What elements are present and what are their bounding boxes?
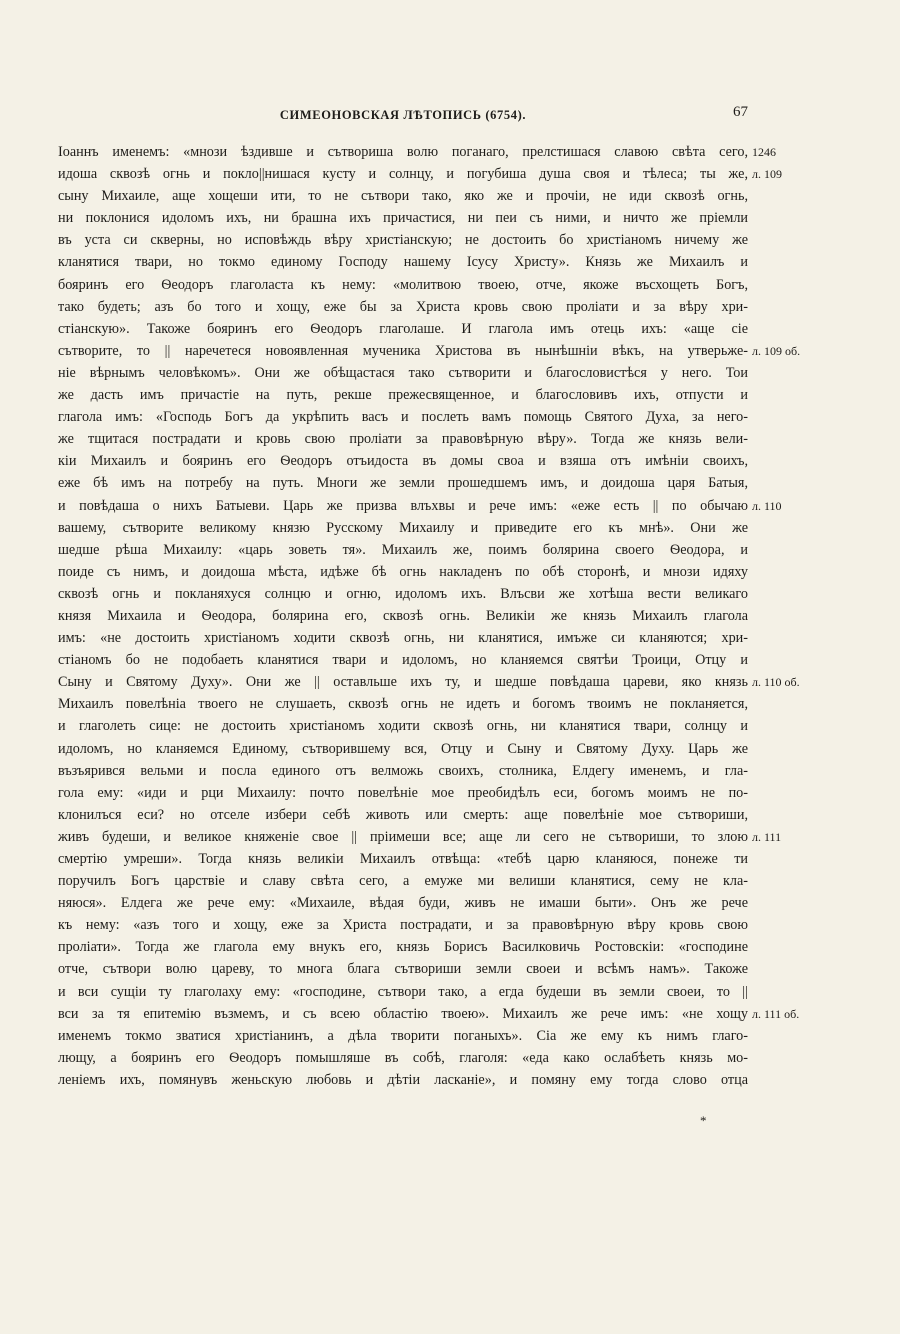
text-line: живъ будеши, и великое княженіе свое || пріимеши все; аще ли сего не сътвориши, то злою — [58, 828, 748, 845]
margin-note: л. 109 об. — [752, 343, 801, 358]
running-title: СИМЕОНОВСКАЯ ЛѢТОПИСЬ (6754). — [279, 108, 527, 122]
margin-note: л. 111 об. — [752, 1006, 800, 1021]
text-line: бояринъ его Ѳеодоръ глаголаста къ нему: «молитвою твоею, отче, якоже въсхощеть Богъ, — [58, 276, 748, 293]
text-line: Іоаннъ именемъ: «мнози ѣздивше и сътвориша волю поганаго, прелстишася славою свѣта сего, — [58, 144, 748, 160]
text-line: клонилъся еси? но отселе избери себѣ животь или смерть: аще повелѣніе мое сътвориши, — [58, 806, 748, 823]
text-line: отче, сътвори волю цареву, то многа блага сътвориши земли своеи и всѣмъ намъ». Такоже — [58, 961, 748, 978]
text-line: гола ему: «иди и рци Михаилу: почто повелѣніе мое преобидѣлъ еси, богомъ моимъ не по- — [58, 784, 748, 801]
text-line: кланятися твари, но токмо единому Господу нашему Ісусу Христу». Князь же Михаилъ и — [58, 254, 748, 271]
footnote-mark: * — [700, 1113, 707, 1128]
text-line: шедше рѣша Михаилу: «царь зоветь тя». Михаилъ же, поимъ болярина своего Ѳеодора, и — [58, 541, 748, 558]
text-line: лющу, а бояринъ его Ѳеодоръ помышляше въ собѣ, глаголя: «еда како ослабѣеть князь мо- — [58, 1049, 748, 1066]
text-line: идоломъ, но кланяемся Единому, сътворившему вся, Отцу и Сыну и Святому Духу. Царь же — [58, 740, 748, 757]
margin-note: 1246 — [752, 145, 776, 159]
page-number: 67 — [733, 104, 748, 120]
text-line: и глаголеть сице: не достоить христіаномъ ходити сквозѣ огнь, ни кланятися твари, солнцу и — [58, 718, 748, 735]
text-line: ни поклонися идоломъ ихъ, ни брашна ихъ причастися, ни пеи съ ними, и ничто же пріемли — [58, 210, 748, 227]
text-line: леніемъ ихъ, помянувъ женьскую любовь и дѣтіи ласканіе», и помяну ему тогда слово отца — [58, 1071, 748, 1088]
text-line: сътворите, то || наречетеся новоявленная мученика Христова въ нынѣшніи вѣкъ, на утверьже- — [58, 342, 748, 359]
text-line: глагола имъ: «Господь Богъ да укрѣпить васъ и послеть вамъ помощь Святого Духа, за него- — [58, 409, 748, 426]
text-line: смертію умреши». Тогда князь великіи Михаилъ отвѣща: «тебѣ царю кланяюся, понеже ти — [58, 851, 748, 867]
text-line: тако будеть; азъ бо того и хощу, еже бы за Христа кровь свою пролiати и за вѣру хри- — [58, 298, 748, 315]
margin-note: л. 109 — [752, 167, 782, 182]
text-line: къ нему: «азъ того и хощу, еже за Христа пострадати, и за правовѣрную вѣру кровь свою — [58, 917, 748, 934]
text-line: Сыну и Святому Духу». Они же || оставльше ихъ ту, и шедше повѣдаша цареви, яко князь — [58, 674, 748, 691]
margin-note: л. 110 — [752, 498, 782, 513]
text-line: въ уста си скверны, но исповѣждь вѣру христіанскую; не достоить бо христіаномъ ничему же — [58, 232, 748, 249]
text-line: князя Михаила и Ѳеодора, болярина его, сквозѣ огнь. Великіи же князь Михаилъ глагола — [58, 607, 748, 624]
text-line: сквозѣ огнь и покланяхуся солнцю и огню, идоломъ ихъ. Влъсви же хотѣша вести великаго — [58, 585, 748, 602]
margin-note: л. 111 — [752, 830, 782, 845]
margin-note: л. 110 об. — [752, 675, 800, 690]
text-line: поиде съ нимъ, и доидоша мѣста, идѣже бѣ огнь накладенъ по обѣ сторонѣ, и мнози идяху — [58, 563, 748, 580]
text-line: поручилъ Богъ царствіе и славу свѣта сего, а емуже ми велиши кланятися, сему не кла- — [58, 873, 748, 890]
text-line: и повѣдаша о нихъ Батыеви. Царь же призва влъхвы и рече имъ: «еже есть || по обычаю — [58, 497, 748, 514]
text-line: Михаилъ повелѣніа твоего не слушаеть, сквозѣ огнь не идеть и богомъ твоимъ не покланяется, — [58, 696, 748, 713]
text-line: ніе вѣрнымъ человѣкомъ». Они же обѣщастася тако сътворити и благословистѣся у него. Тои — [58, 364, 748, 381]
text-line: кіи Михаилъ и бояринъ его Ѳеодоръ отъидоста въ домы своа и взяша отъ имѣніи своихъ, — [58, 453, 748, 470]
text-line: же тщитася пострадати и кровь свою пролiати за правовѣрную вѣру». Тогда же князь вели- — [58, 431, 748, 448]
text-line: идоша сквозѣ огнь и покло||нишася кусту и солнцу, и погубиша душа своя и тѣлеса; ты же, — [58, 166, 748, 183]
text-line: пролiати». Тогда же глагола ему внукъ его, князь Борисъ Василковичь Ростовскіи: «господине — [58, 939, 748, 956]
text-line: вашему, сътворите великому князю Русскому Михаилу и приведите его къ мнѣ». Они же — [58, 519, 748, 536]
text-line: именемъ токмо зватися христіанинъ, а дѣла творити поганыхъ». Сіа же ему къ нимъ глаго- — [58, 1027, 748, 1044]
text-line: еже бѣ имъ на потребу на путь. Многи же земли прошедшемъ имъ, и доидоша царя Батыя, — [58, 475, 748, 492]
text-line: и вси сущіи ту глаголаху ему: «господине, сътвори тако, а егда будеши въ земли своеи, то || — [58, 983, 748, 1000]
text-line: имъ: «не достоить христіаномъ ходити сквозѣ огнь, ни кланятися, имъже си кланяются; хри- — [58, 630, 748, 647]
chronicle-text — [58, 141, 748, 1091]
page-header — [58, 104, 748, 128]
text-line: вси за тя епитемію възмемъ, и съ всею областію твоею». Михаилъ же рече имъ: «не хощу — [58, 1005, 748, 1022]
text-line: стіаномъ бо не подобаеть кланятися твари и идоломъ, но кланяемся святѣи Троици, Отцу и — [58, 652, 748, 669]
text-line: възъярився вельми и посла единого отъ велможь своихъ, столника, Елдегу именемъ, и гла- — [58, 762, 748, 779]
text-line: же дасть имъ причастіе на путь, рекше прежесвященное, и благословивъ ихъ, отпусти и — [58, 387, 748, 404]
text-line: сыну Михаиле, аще хощеши ити, то не сътвори тако, яко же и прочіи, не иди сквозѣ огнь, — [58, 188, 748, 205]
text-line: стіанскую». Такоже бояринъ его Ѳеодоръ глаголаше. И глагола имъ отець ихъ: «аще сіе — [58, 320, 748, 337]
text-line: няюся». Елдега же рече ему: «Михаиле, вѣдая буди, живъ не имаши быти». Онъ же рече — [58, 895, 748, 912]
